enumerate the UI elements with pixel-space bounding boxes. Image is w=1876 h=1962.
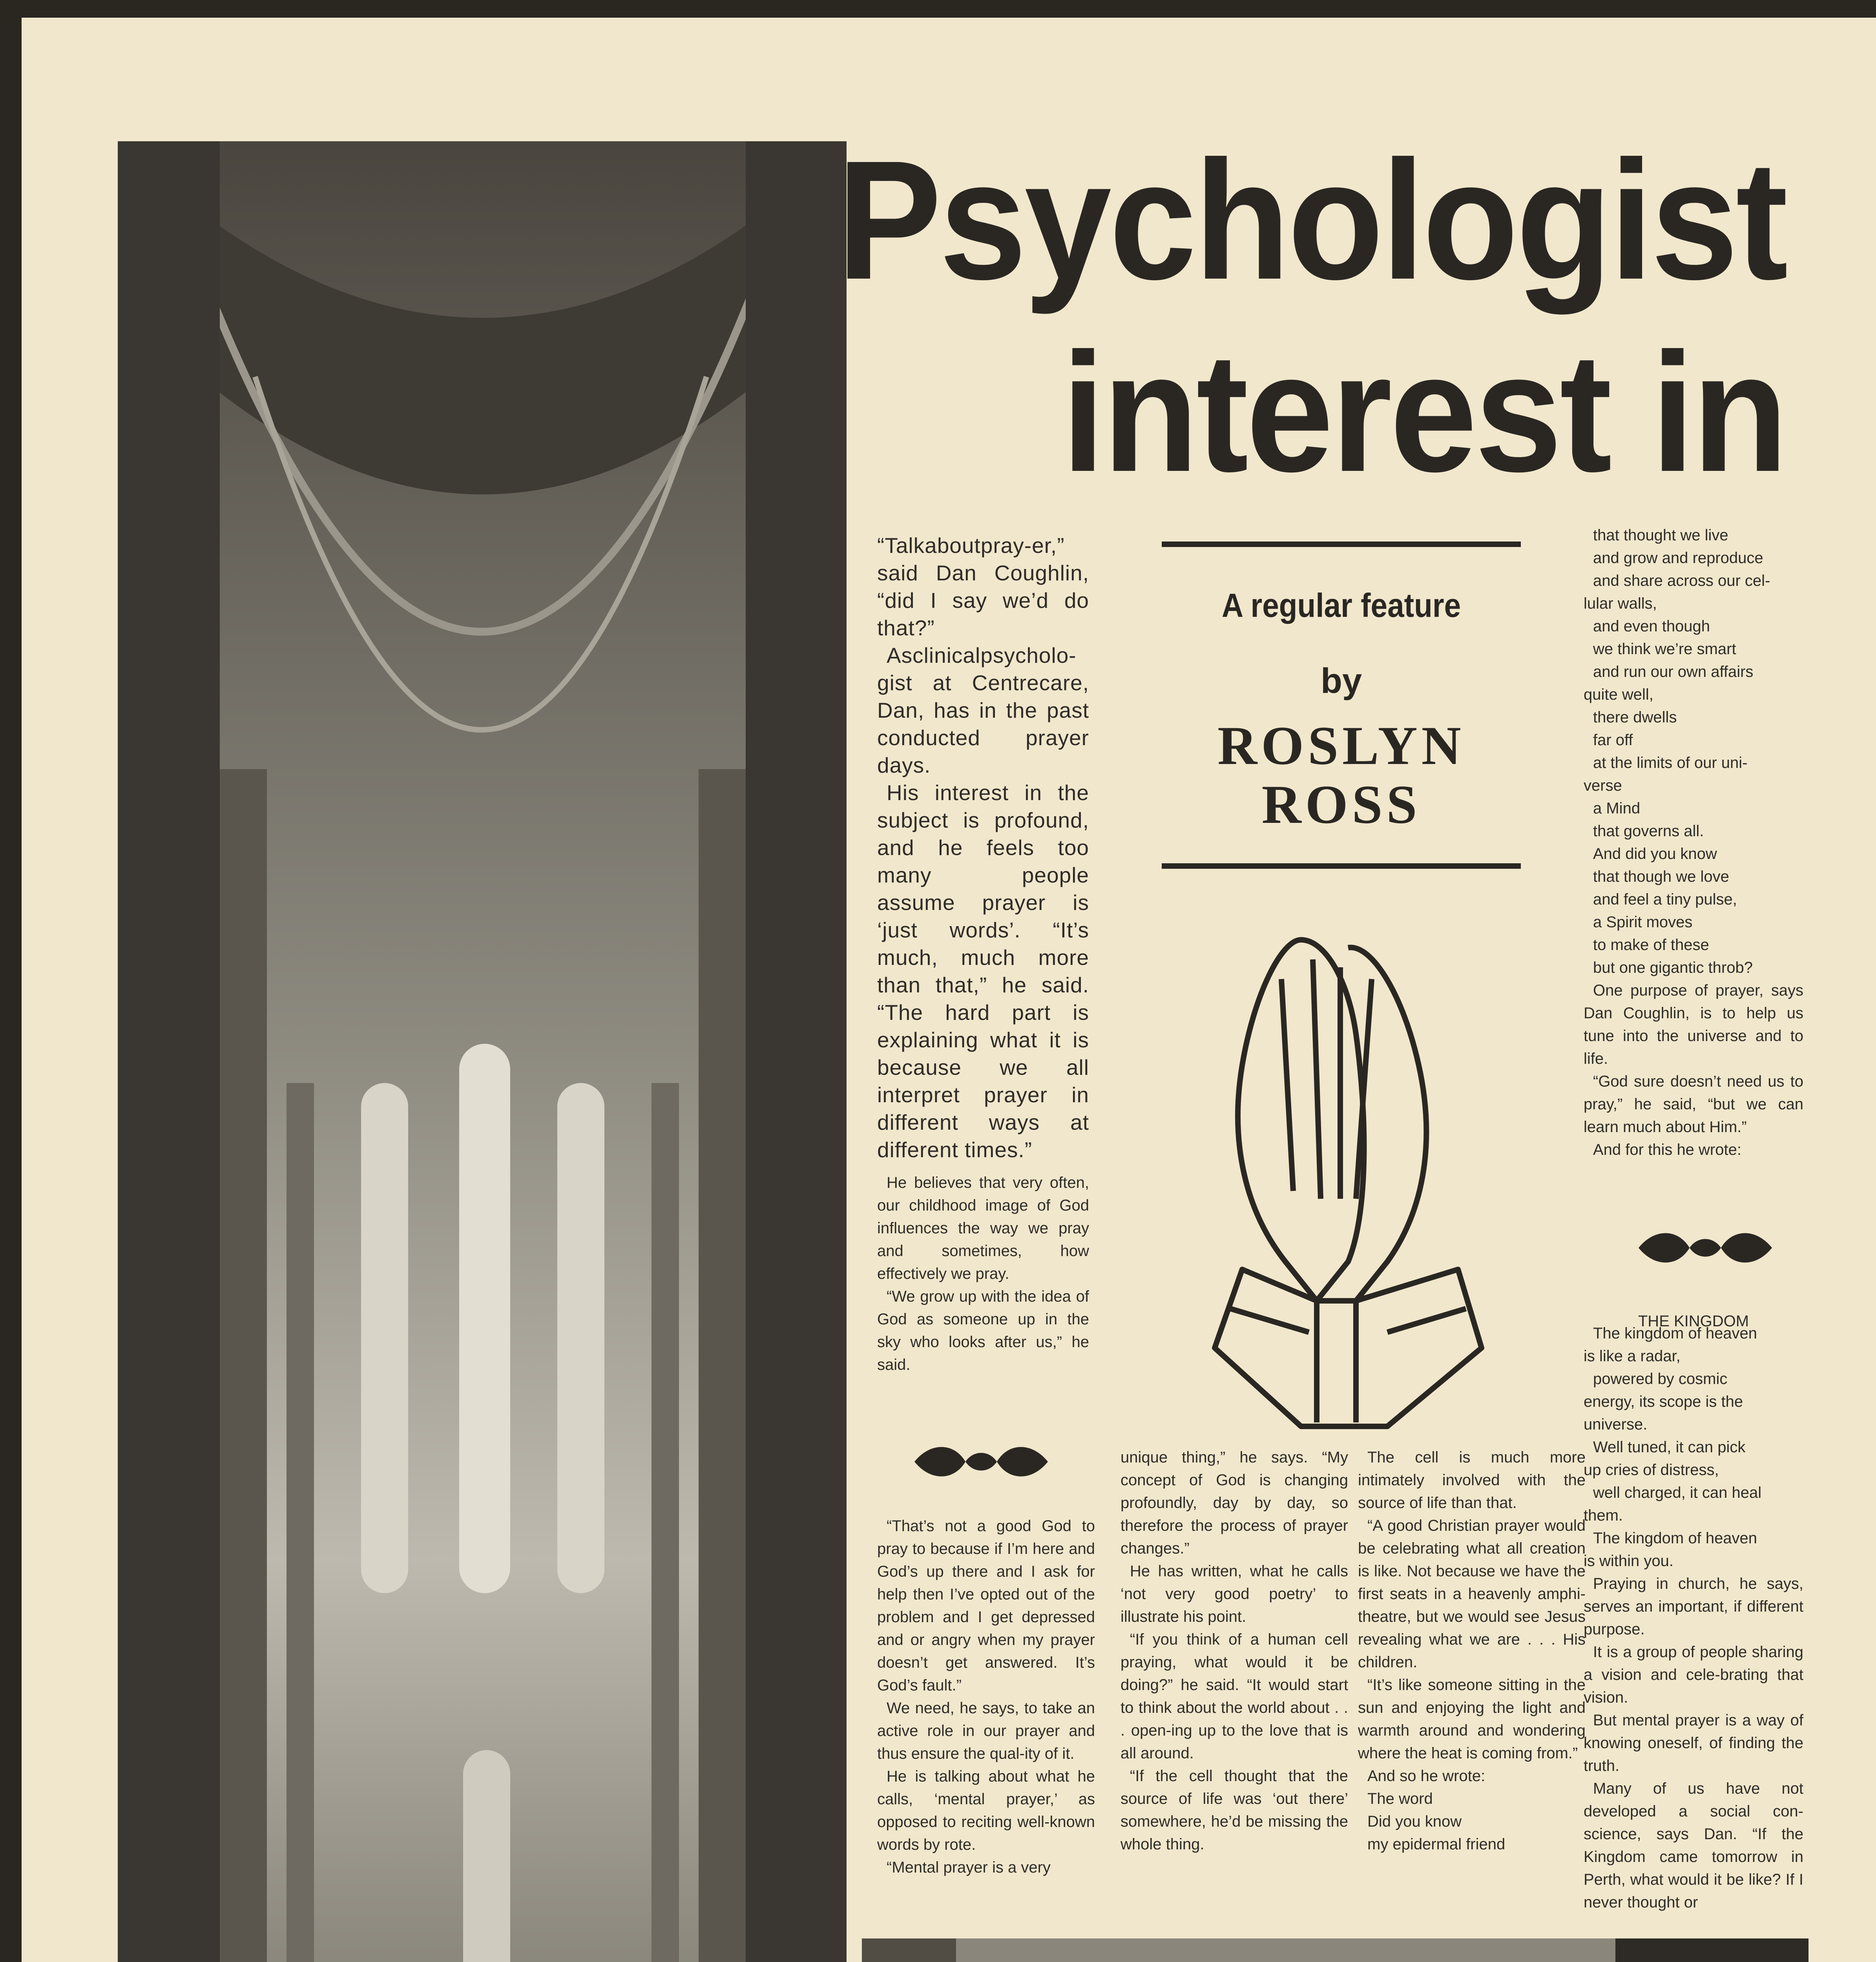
praying-hands-icon	[1183, 916, 1505, 1434]
lead-paragraph: Asclinicalpsycholo-gist at Centrecare, Dan, has in the past conducted prayer days.	[877, 643, 1089, 777]
left-bottom-column	[877, 1515, 1095, 1879]
feature-rule-top	[1162, 542, 1521, 547]
body-paragraph: unique thing,” he says. “My concept of God is changing profoundly, day by day, so therefore the process of prayer changes.”	[1120, 1449, 1348, 1557]
feature-label: A regular feature	[1221, 587, 1461, 624]
lead-paragraph: “Talkaboutpray-er,” said Dan Coughlin, “did I say we’d do that?”	[877, 533, 1089, 640]
poem-line: universe.	[1584, 1416, 1648, 1433]
poem-line: at the limits of our uni-	[1593, 754, 1748, 771]
poem-line: we think we’re smart	[1593, 640, 1736, 658]
body-paragraph: And so he wrote:	[1367, 1767, 1485, 1785]
poem-line: powered by cosmic	[1593, 1370, 1728, 1388]
poem-line: and grow and reproduce	[1593, 549, 1763, 567]
poem-line: up cries of distress,	[1584, 1461, 1719, 1479]
body-paragraph: And for this he wrote:	[1593, 1141, 1741, 1158]
body-paragraph: He has written, what he calls ‘not very good poetry’ to illustrate his point.	[1120, 1563, 1348, 1625]
poem-line: and share across our cel-	[1593, 572, 1770, 589]
counselling-photo-drawing	[862, 1938, 1808, 1962]
poem-line: them.	[1584, 1507, 1623, 1524]
poem-line: that thought we live	[1593, 527, 1728, 544]
lead-column	[877, 532, 1089, 1376]
body-paragraph: “A good Christian prayer would be celebrating what all creation is like. Not because we have the first seats in a heavenly amphi-theatre, but we would see Jesus revealing what we are . . . His children.	[1358, 1517, 1586, 1671]
poem-line: a Mind	[1593, 800, 1641, 817]
feature-rule-bottom	[1162, 863, 1521, 869]
body-paragraph: He is talking about what he calls, ‘mental prayer,’ as opposed to reciting well-known words by rote.	[877, 1768, 1095, 1853]
cathedral-interior-photo	[118, 141, 847, 1962]
far-right-column	[1584, 524, 1803, 1914]
body-paragraph: We need, he says, to take an active role in our prayer and thus ensure the qual-ity of it.	[877, 1699, 1095, 1762]
poem-line: Did you know	[1367, 1813, 1462, 1830]
cathedral-photo-drawing	[118, 141, 847, 1962]
poem-line: And did you know	[1593, 845, 1717, 862]
newspaper-page	[22, 18, 1876, 1962]
poem-line: and even though	[1593, 618, 1710, 635]
lead-paragraph: His interest in the subject is profound, and he feels too many people assume prayer is ‘just words’. “It’s much, much more than that,” he said. “The hard part is explaining what it is because we all interpret prayer in different ways at different times.”	[877, 780, 1089, 1162]
poem-line: well charged, it can heal	[1593, 1484, 1762, 1501]
poem-line: but one gigantic throb?	[1593, 959, 1753, 976]
poem-line: to make of these	[1593, 936, 1709, 954]
poem-line: is like a radar,	[1584, 1348, 1681, 1365]
scroll-ornament-icon	[907, 1438, 1056, 1485]
poem-line: verse	[1584, 777, 1622, 794]
poem-line: far off	[1593, 731, 1633, 749]
headline-line-2: interest in	[1061, 317, 1786, 507]
headline-line-1: Psychologist	[837, 125, 1786, 315]
body-paragraph: He believes that very often, our childhood image of God influences the way we pray and sometimes, how effectively we pray.	[877, 1174, 1089, 1282]
body-paragraph: “Mental prayer is a very	[887, 1859, 1051, 1876]
poem-line: quite well,	[1584, 686, 1653, 703]
poem-line: is within you.	[1584, 1552, 1673, 1570]
body-paragraph: “It’s like someone sitting in the sun and enjoying the light and warmth around and wondering where the heat is coming from.”	[1358, 1676, 1586, 1762]
body-paragraph: Praying in church, he says, serves an important, if different purpose.	[1584, 1575, 1803, 1638]
byline-by: by	[1320, 662, 1362, 701]
kingdom-poem-title: THE KINGDOM	[1638, 1313, 1749, 1330]
cell-poem-continued	[1584, 524, 1803, 979]
body-paragraph: “We grow up with the idea of God as someone up in the sky who looks after us,” he said.	[877, 1288, 1089, 1373]
body-paragraph: One purpose of prayer, says Dan Coughlin, is to help us tune into the universe and to life.	[1584, 982, 1803, 1067]
author-first-name: ROSLYN	[1217, 715, 1465, 776]
poem-line: energy, its scope is the	[1584, 1393, 1743, 1410]
poem-line: and feel a tiny pulse,	[1593, 891, 1737, 908]
body-paragraph: “If you think of a human cell praying, what would it be doing?” he said. “It would start to think about the world about . . . open-ing up to the love that is all around.	[1120, 1631, 1348, 1762]
poem-line: there dwells	[1593, 709, 1677, 726]
kingdom-poem	[1584, 1322, 1803, 1572]
poem-line: a Spirit moves	[1593, 914, 1693, 931]
body-paragraph: “God sure doesn’t need us to pray,” he said, “but we can learn much about Him.”	[1584, 1073, 1803, 1136]
poem-line: The kingdom of heaven	[1593, 1530, 1757, 1547]
poem-line: lular walls,	[1584, 595, 1657, 612]
poem-line: my epidermal friend	[1367, 1836, 1506, 1853]
poem-line: that though we love	[1593, 868, 1729, 885]
body-paragraph: But mental prayer is a way of knowing oneself, of finding the truth.	[1584, 1712, 1803, 1774]
poem-line: that governs all.	[1593, 822, 1704, 840]
body-paragraph: Many of us have not developed a social con-science, says Dan. “If the Kingdom came tomorrow in Perth, what would it be like? If I never thought or	[1584, 1780, 1803, 1911]
body-paragraph: “That’s not a good God to pray to because if I’m here and God’s up there and I ask for help then I’ve opted out of the problem and I get depressed and or angry when my prayer doesn’t get answered. It’s God’s fault.”	[877, 1517, 1095, 1694]
poem-line: and run our own affairs	[1593, 663, 1754, 680]
counselling-photo	[862, 1938, 1808, 1962]
author-last-name: ROSS	[1261, 774, 1421, 835]
body-paragraph: “If the cell thought that the source of life was ‘out there’ somewhere, he’d be missing the whole thing.	[1120, 1767, 1348, 1853]
body-paragraph: The cell is much more intimately involved with the source of life than that.	[1358, 1449, 1586, 1512]
body-paragraph: It is a group of people sharing a vision and cele-brating that vision.	[1584, 1643, 1803, 1706]
middle-bottom-column	[1120, 1446, 1348, 1856]
poem-line: Well tuned, it can pick	[1593, 1439, 1746, 1456]
poem-line: The word	[1367, 1790, 1433, 1807]
cell-poem-start	[1358, 1787, 1586, 1856]
poem-line: The kingdom of heaven	[1593, 1325, 1757, 1342]
right-bottom-column	[1358, 1446, 1586, 1856]
